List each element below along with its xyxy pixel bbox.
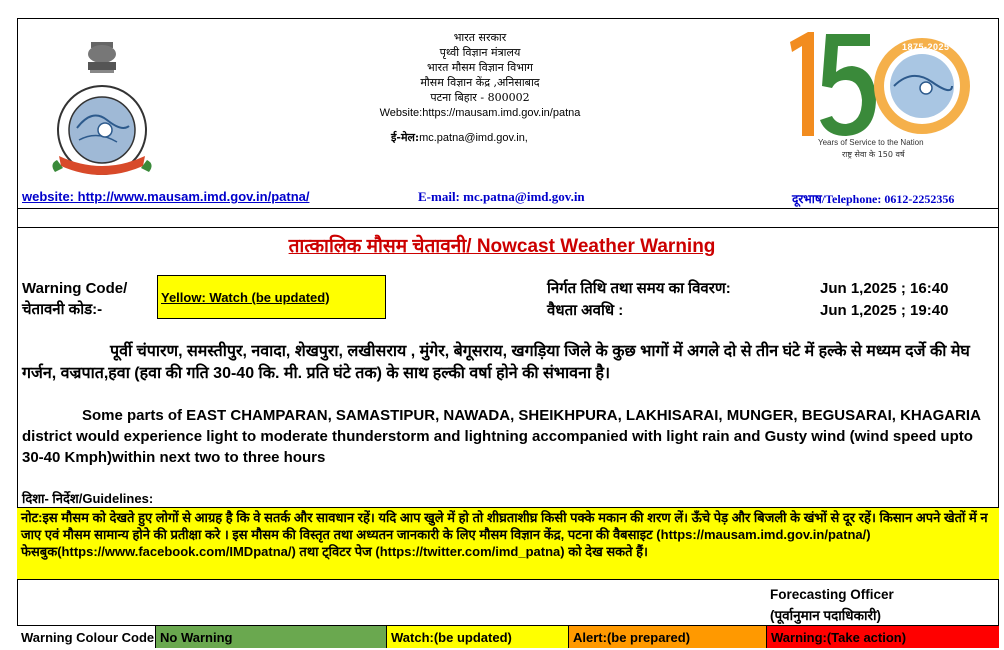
website-link[interactable]: website: http://www.mausam.imd.gov.in/patna/ bbox=[22, 189, 310, 204]
issue-labels bbox=[547, 278, 731, 322]
warning-colour-legend bbox=[17, 625, 999, 648]
header-line: पृथ्वी विज्ञान मंत्रालय bbox=[439, 46, 521, 59]
officer-en: Forecasting Officer bbox=[770, 587, 894, 602]
header-line: भारत मौसम विज्ञान विभाग bbox=[427, 61, 533, 74]
warning-code-value: Yellow: Watch (be updated) bbox=[161, 289, 330, 305]
header-website: Website:https://mausam.imd.gov.in/patna bbox=[379, 107, 581, 119]
issue-time-value: Jun 1,2025 ; 16:40 bbox=[820, 280, 949, 297]
header-email bbox=[391, 130, 528, 145]
legend-item: Warning:(Take action) bbox=[767, 626, 999, 648]
legend-item: No Warning bbox=[156, 626, 387, 648]
header-email-label: ई-मेल: bbox=[391, 131, 420, 144]
logo-years-range: 1875-2025 bbox=[902, 42, 950, 52]
page-title bbox=[0, 232, 1004, 258]
warning-code-label bbox=[22, 278, 127, 320]
header-divider-1 bbox=[17, 208, 999, 209]
issue-values bbox=[820, 278, 948, 322]
warning-code-label-hi: चेतावनी कोड:- bbox=[22, 301, 103, 318]
legend-item: Alert:(be prepared) bbox=[569, 626, 767, 648]
logo-tagline-hi: राष्ट्र सेवा के 150 वर्ष bbox=[842, 150, 905, 159]
header-line: भारत सरकार bbox=[453, 31, 507, 44]
header-line: पटना बिहार - 800002 bbox=[430, 91, 530, 104]
guidelines-note: नोट:इस मौसम को देखते हुए लोगों से आग्रह है कि वे सतर्क और सावधान रहें। यदि आप खुले में हो तो शीघ्रताशीघ्र किसी पक्के मकान की शरण लें। ऊँचे पेड़ और बिजली के खंभों से दूर रहें। किसान अपने खेतों में न जाए एवं मौसम सामान्य होने की प्रतीक्षा करे । इस मौसम की विस्तृत तथा अध्यतन जानकारी के लिए मौसम विज्ञान केंद्र, पटना की वैबसाइट (https://mausam.imd.gov.in/patna/) फेसबुक(https://www.facebook.com/IMDpatna/) तथा ट्विटर पेज (https://twitter.com/imd_patna) को देख सकते हैं। bbox=[17, 507, 999, 580]
telephone-text: दूरभाष/Telephone: 0612-2252356 bbox=[792, 192, 955, 206]
guidelines-label: दिशा- निर्देश/Guidelines: bbox=[22, 491, 154, 506]
imd-150-years-logo bbox=[786, 28, 976, 163]
header-line: मौसम विज्ञान केंद्र ,अनिसाबाद bbox=[420, 76, 540, 89]
validity-label: वैधता अवधि : bbox=[547, 302, 624, 319]
logo-tagline-en: Years of Service to the Nation bbox=[818, 138, 924, 147]
legend-item: Watch:(be updated) bbox=[387, 626, 569, 648]
page-title-text: तात्कालिक मौसम चेतावनी/ Nowcast Weather Warning bbox=[288, 236, 716, 257]
issue-time-label: निर्गत तिथि तथा समय का विवरण: bbox=[547, 280, 731, 297]
email-link[interactable]: E-mail: mc.patna@imd.gov.in bbox=[418, 189, 585, 204]
validity-value: Jun 1,2025 ; 19:40 bbox=[820, 302, 949, 319]
warning-code-badge bbox=[157, 275, 386, 319]
english-warning-text: Some parts of EAST CHAMPARAN, SAMASTIPUR, NAWADA, SHEIKHPURA, LAKHISARAI, MUNGER, BEGUSARAI, KHAGARIA district would experience light to moderate thunderstorm and lightning accompanied with light rain and Gusty wind (wind speed upto 30-40 Kmph)within next two to three hours bbox=[22, 407, 981, 466]
header-address-block bbox=[330, 30, 630, 121]
header-divider-2 bbox=[17, 227, 999, 228]
hindi-warning-text: पूर्वी चंपारण, समस्तीपुर, नवादा, शेखपुरा, लखीसराय , मुंगेर, बेगूसराय, खगड़िया जिले के कुछ भागों में अगले दो से तीन घंटे में हल्के से मध्यम दर्जे की मेघ गर्जन, वज्रपात,हवा (हवा की गति 30-40 कि. मी. प्रति घंटे तक) के साथ हल्की वर्षा होने की संभावना है। bbox=[22, 343, 970, 382]
forecasting-officer bbox=[770, 584, 894, 626]
header-email-value: mc.patna@imd.gov.in, bbox=[419, 132, 528, 144]
warning-code-label-en: Warning Code/ bbox=[22, 280, 128, 297]
imd-emblem-logo bbox=[47, 38, 157, 178]
officer-hi: (पूर्वानुमान पदाधिकारी) bbox=[770, 608, 881, 623]
legend-item: Warning Colour Code bbox=[17, 626, 156, 648]
